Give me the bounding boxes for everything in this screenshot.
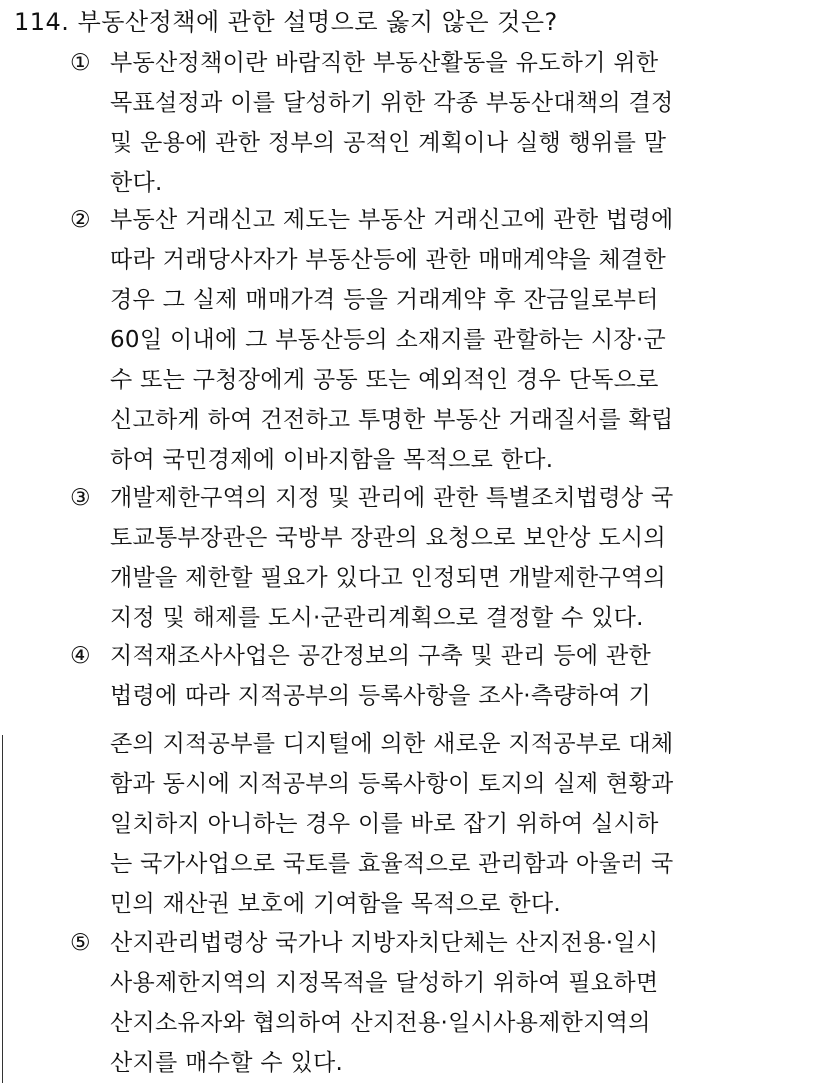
- option-line: 60일 이내에 그 부동산등의 소재지를 관할하는 시장·군: [110, 327, 667, 353]
- option-line: 개발을 제한할 필요가 있다고 인정되면 개발제한구역의: [110, 565, 666, 591]
- option-line: 는 국가사업으로 국토를 효율적으로 관리함과 아울러 국: [110, 851, 674, 877]
- option-line: 산지를 매수할 수 있다.: [110, 1050, 344, 1076]
- option-line: 수 또는 구청장에게 공동 또는 예외적인 경우 단독으로: [110, 367, 659, 393]
- option-text-1: [110, 43, 674, 203]
- option-line: 및 운용에 관한 정부의 공적인 계획이나 실행 행위를 말: [110, 130, 667, 156]
- option-line: 토교통부장관은 국방부 장관의 요청으로 보안상 도시의: [110, 525, 666, 551]
- option-line: 부동산정책이란 바람직한 부동산활동을 유도하기 위한: [110, 50, 659, 76]
- option-line: 산지관리법령상 국가나 지방자치단체는 산지전용·일시: [110, 930, 659, 956]
- option-marker-2: ②: [70, 207, 91, 233]
- option-line: 개발제한구역의 지정 및 관리에 관한 특별조치법령상 국: [110, 485, 674, 511]
- option-line: 신고하게 하여 건전하고 투명한 부동산 거래질서를 확립: [110, 407, 674, 433]
- option-text-2: [110, 200, 674, 480]
- option-line: 일치하지 아니하는 경우 이를 바로 잡기 위하여 실시하: [110, 811, 659, 837]
- option-line: 존의 지적공부를 디지털에 의한 새로운 지적공부로 대체: [110, 731, 674, 757]
- option-marker-3: ③: [70, 485, 91, 511]
- option-line: 산지소유자와 협의하여 산지전용·일시사용제한지역의: [110, 1010, 651, 1036]
- option-line: 한다.: [110, 170, 163, 196]
- option-marker-4: ④: [70, 643, 91, 669]
- option-line: 지적재조사사업은 공간정보의 구축 및 관리 등에 관한: [110, 643, 652, 669]
- page-edge-divider: [2, 735, 3, 1083]
- option-line: 목표설정과 이를 달성하기 위한 각종 부동산대책의 결정: [110, 90, 674, 116]
- option-marker-5: ⑤: [70, 930, 91, 956]
- option-text-4: [110, 636, 674, 924]
- option-marker-1: ①: [70, 50, 91, 76]
- option-line: 함과 동시에 지적공부의 등록사항이 토지의 실제 현황과: [110, 771, 674, 797]
- option-line: 따라 거래당사자가 부동산등에 관한 매매계약을 체결한: [110, 247, 666, 273]
- option-line: 사용제한지역의 지정목적을 달성하기 위하여 필요하면: [110, 970, 659, 996]
- option-line: 민의 재산권 보호에 기여함을 목적으로 한다.: [110, 891, 561, 917]
- option-line: 법령에 따라 지적공부의 등록사항을 조사·측량하여 기: [110, 683, 652, 709]
- option-line: 하여 국민경제에 이바지함을 목적으로 한다.: [110, 447, 554, 473]
- option-text-5: [110, 923, 658, 1083]
- option-line: 부동산 거래신고 제도는 부동산 거래신고에 관한 법령에: [110, 207, 674, 233]
- option-line: 지정 및 해제를 도시·군관리계획으로 결정할 수 있다.: [110, 605, 644, 631]
- option-line: 경우 그 실제 매매가격 등을 거래계약 후 잔금일로부터: [110, 287, 659, 313]
- option-text-3: [110, 478, 674, 638]
- question-title: 114. 부동산정책에 관한 설명으로 옳지 않은 것은?: [14, 8, 558, 36]
